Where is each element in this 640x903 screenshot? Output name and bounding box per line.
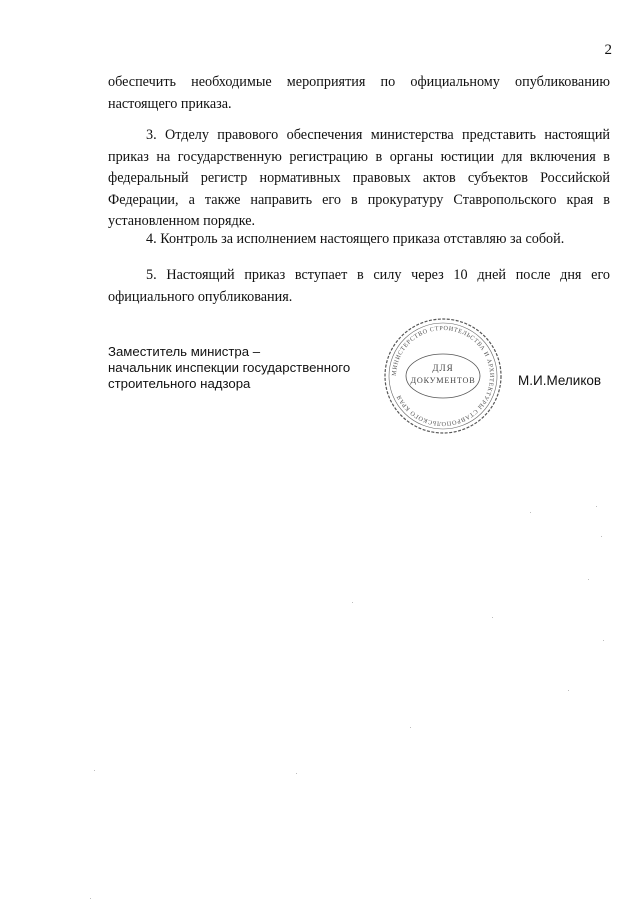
signatory-title-line: строительного надзора [108,376,251,391]
signatory-title [108,344,378,392]
signatory-title-line: начальник инспекции государственного [108,360,351,375]
paragraph-item-4: 4. Контроль за исполнением настоящего приказа отставляю за собой. [146,231,565,247]
signatory-title-line: Заместитель министра – [108,344,261,359]
official-stamp [382,316,504,436]
stamp-center-line-1: ДЛЯ [432,363,454,373]
scan-speck [94,770,95,771]
scan-speck [90,898,91,899]
scan-speck [568,690,569,691]
scan-speck [596,506,597,507]
scan-speck [296,773,297,774]
scan-speck [530,512,531,513]
paragraph-item-5: 5. Настоящий приказ вступает в силу через 10 дней после дня его официального опубликования. [108,267,610,305]
scan-speck [352,602,353,603]
paragraph-continuation: обеспечить необходимые мероприятия по официальному опубликованию настоящего приказа. [108,74,610,112]
signatory-name: М.И.Меликов [518,373,602,388]
scan-speck [588,579,589,580]
stamp-center-line-2: ДОКУМЕНТОВ [410,376,476,385]
scan-speck [601,536,602,537]
stamp-ring-text: МИНИСТЕРСТВО СТРОИТЕЛЬСТВА И АРХИТЕКТУРЫ СТАВРОПОЛЬСКОГО КРАЯ [390,324,496,428]
paragraph-item-3: 3. Отделу правового обеспечения министерства представить настоящий приказ на государственную регистрацию в органы юстиции для включения в федеральный регистр нормативных правовых актов субъектов Российской Федерации, а также направить его в прокуратуру Ставропольского края в установленном порядке. [108,127,610,229]
scan-speck [603,640,604,641]
page-number: 2 [604,42,612,58]
scan-speck [410,727,411,728]
scan-speck [492,617,493,618]
